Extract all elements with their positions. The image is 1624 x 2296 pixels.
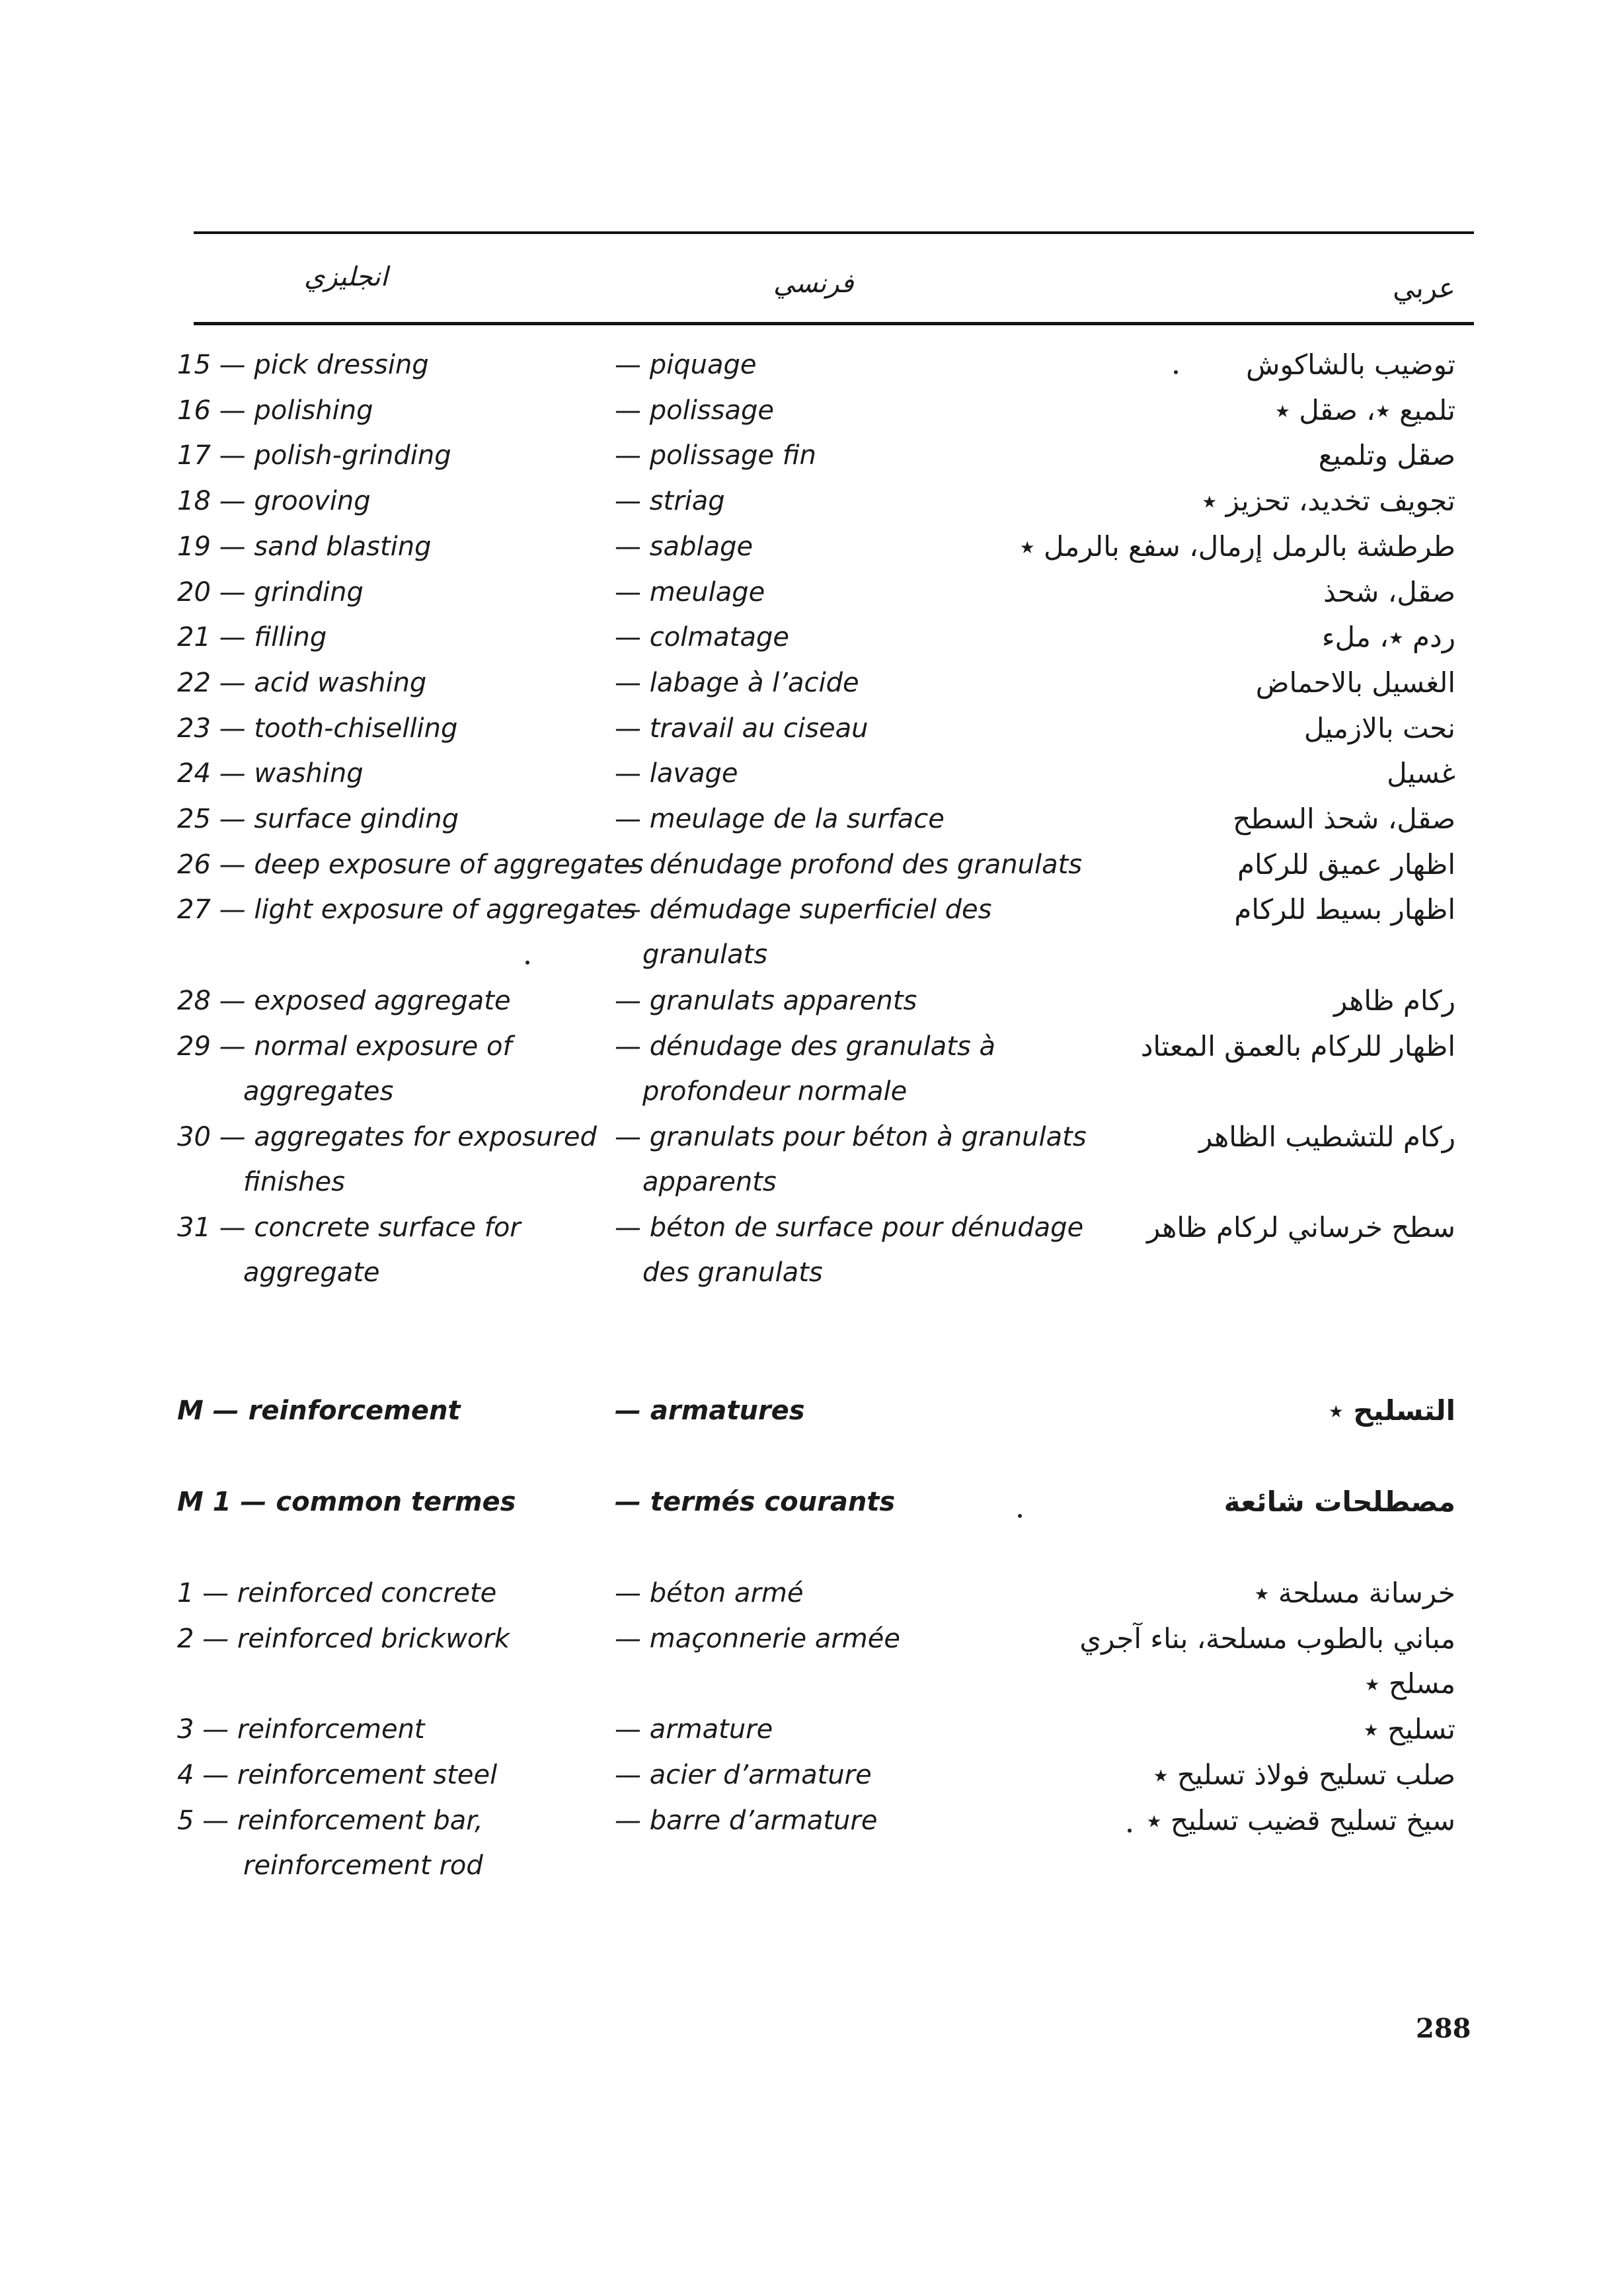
term-english [177, 797, 459, 842]
term-arabic [1199, 1115, 1455, 1160]
term-english-line: 1 — reinforced concrete [177, 1578, 497, 1608]
term-english-line: 31 — concrete surface for [177, 1212, 521, 1244]
term-french-line: — lavage [615, 758, 738, 789]
term-french-line: — barre d’armature [615, 1805, 878, 1836]
term-english [177, 1753, 497, 1798]
term-arabic-line: ركام ظاهر [1334, 984, 1455, 1017]
term-french-line: — armatures [615, 1396, 805, 1426]
term-english-line: 15 — pick dressing [177, 350, 429, 380]
term-french [615, 524, 753, 569]
term-english-line: finishes [243, 1166, 345, 1197]
term-french [615, 1707, 773, 1752]
term-english-line: 24 — washing [177, 758, 364, 789]
term-french-line: — labage à l’acide [615, 667, 859, 698]
term-english-line: aggregates [243, 1076, 394, 1107]
term-french-line: — polissage [615, 395, 774, 426]
term-french [615, 1024, 995, 1114]
term-arabic [1322, 615, 1455, 660]
term-french [615, 978, 917, 1023]
term-french-line: — meulage [615, 576, 765, 608]
term-arabic [1387, 751, 1455, 796]
term-arabic-line: سيخ تسليح قضيب تسليح ٭ [1146, 1803, 1455, 1837]
term-arabic [1224, 1480, 1455, 1524]
term-arabic-line: صقل، شحذ السطح [1233, 803, 1455, 835]
term-french [615, 615, 789, 660]
term-english [177, 342, 429, 387]
term-arabic [1246, 342, 1455, 387]
term-arabic [1319, 433, 1455, 478]
term-arabic [1202, 479, 1455, 524]
term-arabic-line: اظهار عميق للركام [1237, 848, 1455, 881]
term-french-line: — polissage fin [615, 440, 816, 471]
scan-speck [1018, 1514, 1022, 1518]
term-arabic [1323, 570, 1455, 615]
term-arabic [1079, 1616, 1455, 1706]
term-english-line: 5 — reinforcement bar, [177, 1805, 483, 1836]
term-arabic [1255, 1571, 1455, 1616]
term-arabic [1334, 978, 1455, 1023]
term-arabic-line: صلب تسليح فولاذ تسليح ٭ [1153, 1758, 1455, 1791]
term-french [615, 1480, 895, 1524]
term-english [177, 842, 644, 887]
term-english [177, 887, 636, 932]
term-arabic-line: تلميع ٭، صقل ٭ [1275, 393, 1455, 426]
term-french-line: — armature [615, 1714, 773, 1745]
column-header-arabic: عربي [1393, 272, 1455, 304]
term-english-line: 26 — deep exposure of aggregates [177, 849, 644, 880]
term-english-line: M — reinforcement [177, 1396, 461, 1426]
term-english-line: 22 — acid washing [177, 667, 427, 698]
header-bottom-rule [194, 322, 1474, 325]
term-english [177, 1388, 461, 1433]
term-arabic-line: الغسيل بالاحماض [1255, 666, 1455, 699]
term-french-line: — granulats apparents [615, 985, 917, 1016]
term-french [615, 706, 868, 751]
term-french [615, 1115, 1087, 1205]
term-arabic-line: توضيب بالشاكوش [1246, 348, 1455, 381]
term-arabic-line: اظهار للركام بالعمق المعتاد [1140, 1029, 1455, 1062]
term-english-line: aggregate [243, 1257, 380, 1288]
term-french [615, 342, 756, 387]
term-english [177, 615, 327, 660]
term-french-line: — termés courants [615, 1487, 896, 1517]
term-english-line: 20 — grinding [177, 576, 364, 608]
term-arabic [1153, 1753, 1455, 1798]
term-arabic [1147, 1798, 1455, 1843]
term-english-line: 17 — polish-grinding [177, 440, 451, 471]
term-english-line: 27 — light exposure of aggregates [177, 894, 637, 926]
term-english [177, 1115, 597, 1205]
term-french-line: — béton de surface pour dénudage [615, 1212, 1084, 1244]
term-english [177, 1571, 496, 1616]
term-french [615, 433, 816, 478]
term-french [615, 570, 765, 615]
term-french-line: — travail au ciseau [615, 713, 869, 744]
term-arabic-line: التسليح ٭ [1328, 1394, 1455, 1427]
scan-speck [1128, 1829, 1132, 1833]
term-arabic-line: ردم ٭، ملء [1321, 621, 1455, 654]
term-arabic [1237, 842, 1455, 887]
term-arabic [1364, 1707, 1455, 1752]
term-french-line: — béton armé [615, 1578, 804, 1608]
term-english [177, 1616, 510, 1661]
term-arabic-line: تجويف تخديد، تحزيز ٭ [1202, 485, 1455, 518]
term-english [177, 388, 373, 433]
term-french [615, 887, 992, 977]
term-english-line: M 1 — common termes [177, 1487, 516, 1517]
term-french [615, 1205, 1083, 1295]
page-number: 288 [1416, 2013, 1471, 2044]
term-arabic [1020, 524, 1455, 569]
term-english-line: 19 — sand blasting [177, 531, 432, 562]
header-top-rule [194, 231, 1474, 234]
term-english-line: reinforcement rod [243, 1850, 483, 1881]
term-english-line: 23 — tooth-chiselling [177, 713, 458, 744]
term-english-line: 3 — reinforcement [177, 1714, 425, 1745]
term-arabic [1275, 388, 1455, 433]
term-english-line: 4 — reinforcement steel [177, 1759, 498, 1790]
term-french-line: — granulats pour béton à granulats [615, 1121, 1087, 1152]
term-english [177, 570, 364, 615]
term-arabic-line: صقل وتلميع [1318, 439, 1455, 472]
term-english [177, 706, 457, 751]
term-english [177, 660, 426, 705]
term-arabic [1304, 706, 1455, 751]
term-french [615, 1571, 803, 1616]
term-french-line: — maçonnerie armée [615, 1623, 900, 1654]
term-french-line: des granulats [642, 1257, 823, 1288]
term-french-line: granulats [642, 939, 768, 970]
term-english [177, 1205, 521, 1295]
term-french-line: profondeur normale [642, 1076, 908, 1107]
term-english [177, 978, 511, 1023]
term-french-line: — striag [615, 486, 725, 517]
term-arabic [1234, 887, 1455, 932]
term-french [615, 797, 945, 842]
term-arabic [1141, 1024, 1455, 1069]
term-french-line: — acier d’armature [615, 1759, 872, 1790]
term-arabic-line: مسلح ٭ [1364, 1667, 1455, 1700]
term-english-line: 18 — grooving [177, 486, 371, 517]
term-arabic [1233, 797, 1455, 842]
term-english [177, 751, 364, 796]
term-french-line: apparents [642, 1166, 777, 1197]
term-french [615, 1798, 877, 1843]
term-french-line: — sablage [615, 531, 754, 562]
scan-speck [1174, 370, 1178, 374]
term-english [177, 433, 451, 478]
term-arabic-line: تسليح ٭ [1363, 1713, 1455, 1746]
term-french [615, 388, 774, 433]
term-french [615, 1388, 805, 1433]
term-english-line: 28 — exposed aggregate [177, 985, 511, 1016]
term-french [615, 479, 725, 524]
term-french-line: — dénudage des granulats à [615, 1031, 996, 1062]
term-arabic-line: سطح خرساني لركام ظاهر [1147, 1211, 1455, 1244]
term-arabic-line: نحت بالازميل [1303, 711, 1455, 744]
column-header-french: فرنسي [773, 268, 854, 299]
term-arabic-line: غسيل [1387, 757, 1455, 790]
term-french [615, 1753, 872, 1798]
term-english-line: 21 — filling [177, 622, 327, 653]
term-french [615, 1616, 900, 1661]
term-english [177, 1798, 483, 1888]
term-arabic [1256, 660, 1455, 705]
term-arabic [1329, 1388, 1455, 1433]
term-english [177, 479, 371, 524]
term-english-line: 25 — surface ginding [177, 804, 459, 834]
term-arabic-line: خرسانة مسلحة ٭ [1254, 1577, 1455, 1609]
term-arabic [1147, 1205, 1455, 1250]
term-arabic-line: مباني بالطوب مسلحة، بناء آجري [1079, 1622, 1455, 1655]
term-french [615, 660, 859, 705]
term-english [177, 1480, 516, 1524]
term-french-line: — meulage de la surface [615, 804, 945, 834]
term-arabic-line: طرطشة بالرمل إرمال، سفع بالرمل ٭ [1019, 530, 1455, 563]
term-french-line: — dénudage profond des granulats [615, 849, 1083, 880]
term-arabic-line: مصطلحات شائعة [1223, 1485, 1455, 1518]
term-english-line: 30 — aggregates for exposured [177, 1121, 597, 1152]
term-english-line: 2 — reinforced brickwork [177, 1623, 510, 1654]
term-french-line: — démudage superficiel des [615, 894, 992, 926]
scan-speck [525, 961, 529, 965]
term-french [615, 842, 1082, 887]
term-french-line: — colmatage [615, 622, 789, 653]
term-english-line: 29 — normal exposure of [177, 1031, 512, 1062]
term-english [177, 1024, 512, 1114]
term-english [177, 1707, 425, 1752]
term-english-line: 16 — polishing [177, 395, 373, 426]
term-arabic-line: صقل، شحذ [1323, 575, 1455, 608]
term-english [177, 524, 432, 569]
term-french [615, 751, 738, 796]
column-header-english: انجليزي [304, 262, 388, 292]
term-arabic-line: اظهار بسيط للركام [1234, 893, 1455, 926]
term-arabic-line: ركام للتشطيب الظاهر [1198, 1120, 1455, 1153]
term-french-line: — piquage [615, 350, 757, 380]
